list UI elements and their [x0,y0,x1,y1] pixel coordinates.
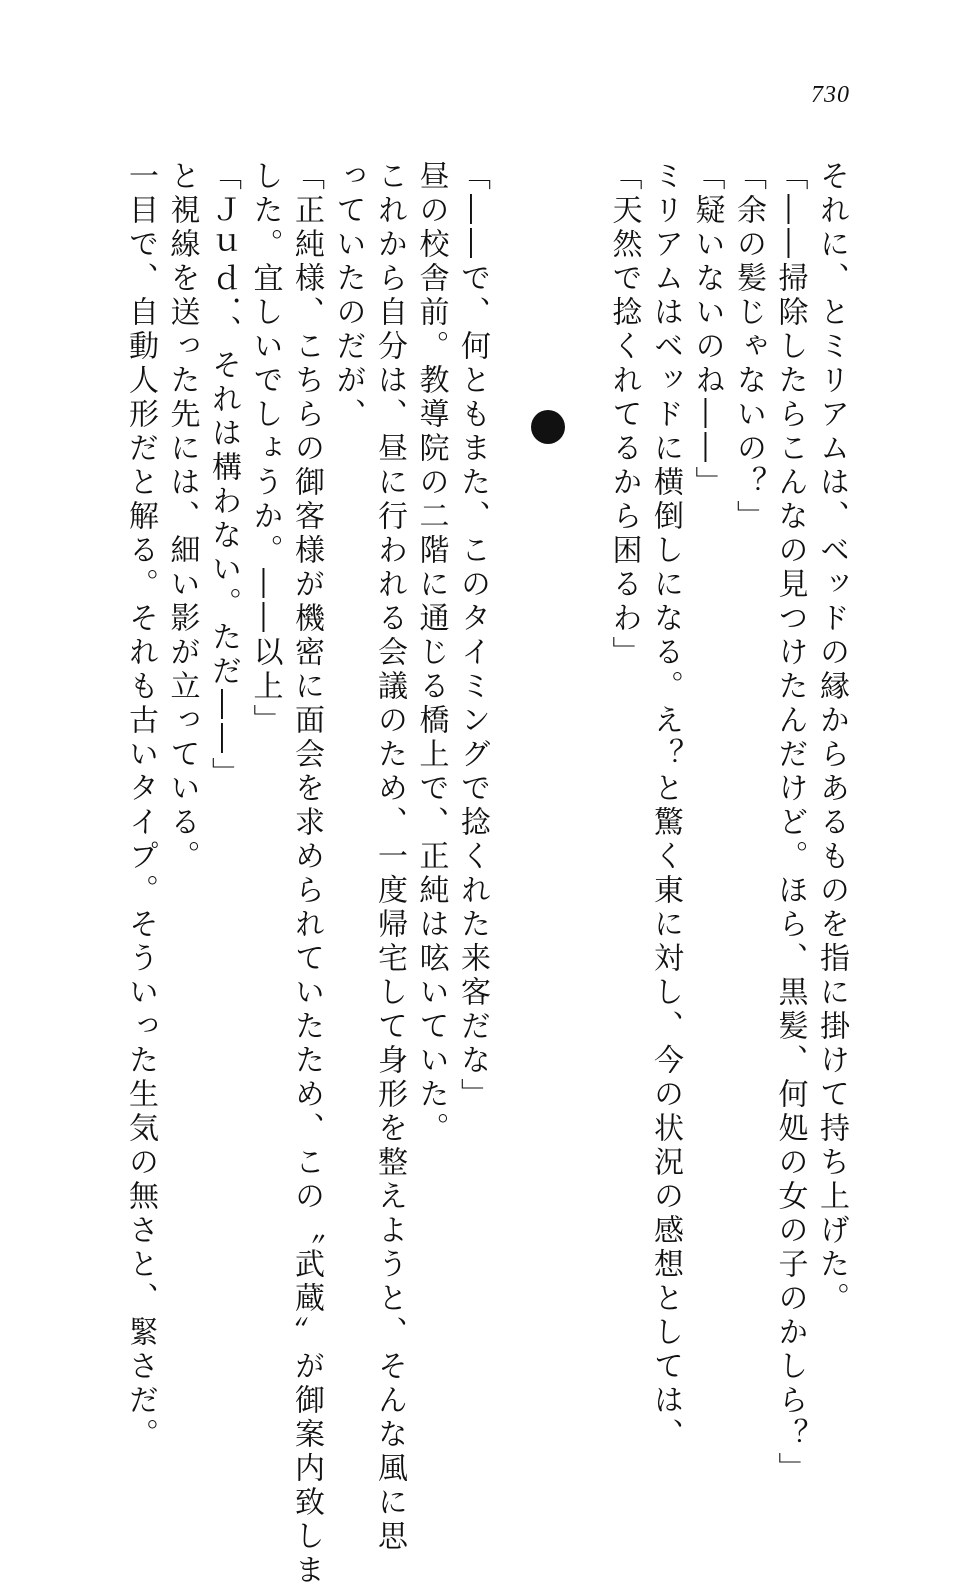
scene-break-dot-icon [531,410,565,444]
column-spacer [493,160,517,1310]
novel-body-text [120,160,853,1588]
text-line: っていたのだが、 [330,160,366,432]
text-line: した。宜しいでしょうか。――以上」 [247,160,283,738]
text-line: 「Ｊｕｄ．、それは構わない。ただ――」 [206,160,241,791]
text-line: 「正純様、こちらの御客様が機密に面会を求められていたため、この〝武蔵〟が御案内致しま [289,160,324,1588]
column-spacer [579,160,603,1310]
text-line: 「余の髪じゃないの？」 [731,160,766,534]
text-line: 一目で、自動人形だと解る。それも古いタイプ。そういった生気の無さと、緊さだ。 [123,160,158,1452]
text-line: 「――掃除したらこんなの見つけたんだけど。ほら、黒髪、何処の女の子のかしら？」 [772,160,808,1486]
text-line: と視線を送った先には、細い影が立っている。 [164,160,200,874]
scene-separator [531,160,565,1310]
page-number: 730 [811,82,850,108]
text-line: これから自分は、昼に行われる会議のため、一度帰宅して身形を整えようと、そんな風に思 [372,160,407,1554]
text-line: 昼の校舎前。教導院の二階に通じる橋上で、正純は呟いていた。 [413,160,449,1146]
text-line: ミリアムはベッドに横倒しになる。え？と驚く東に対し、今の状況の感想としては、 [648,160,683,1452]
text-line: 「疑いないのね――」 [689,160,725,500]
text-line: それに、とミリアムは、ベッドの縁からあるものを指に掛けて持ち上げた。 [814,160,849,1316]
text-line: 「――で、何ともまた、このタイミングで捻くれた来客だな」 [455,160,490,1112]
text-line: 「天然で捻くれてるから困るわ」 [606,160,642,670]
